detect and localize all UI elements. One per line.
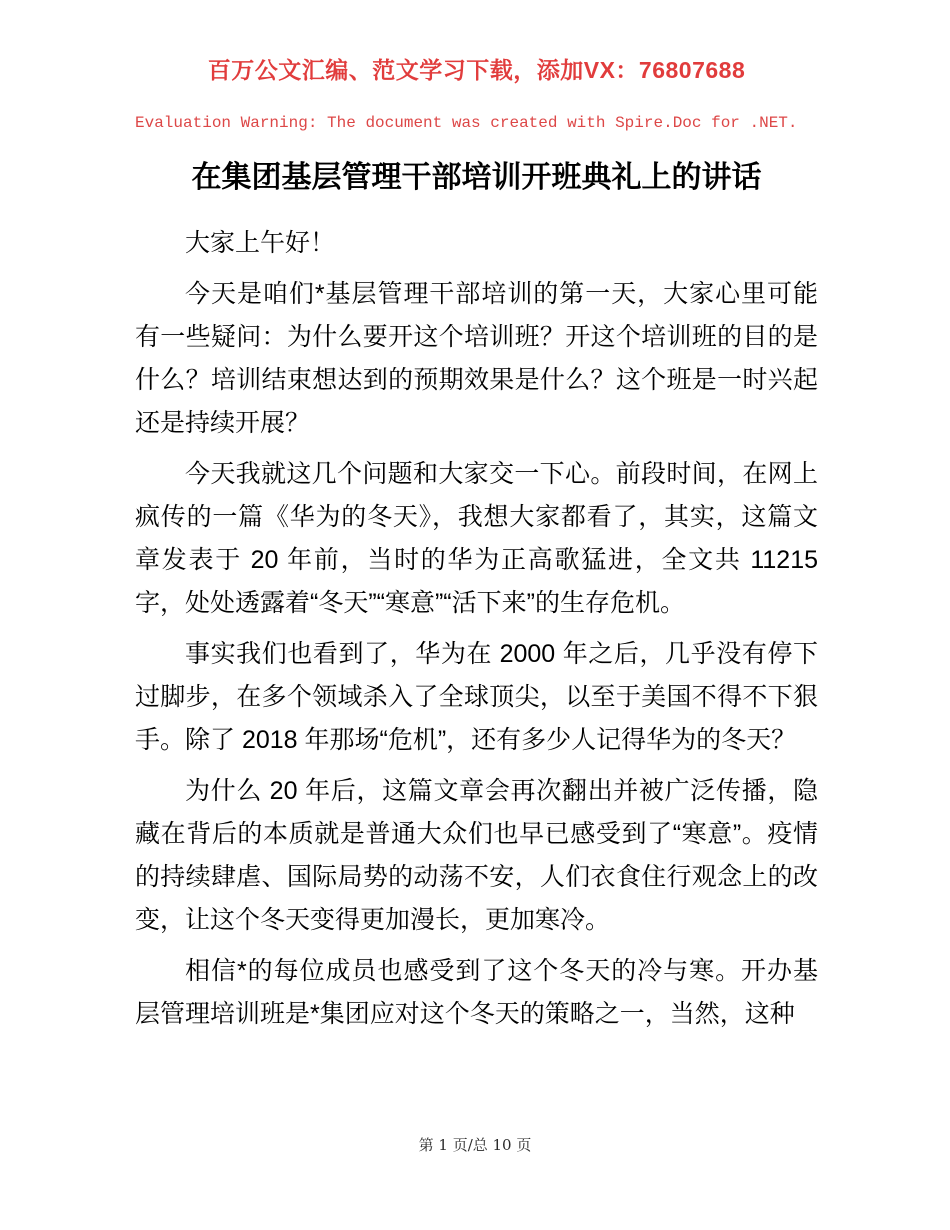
paragraph: 今天我就这几个问题和大家交一下心。前段时间，在网上疯传的一篇《华为的冬天》，我想大家都看了，其实，这篇文章发表于 20 年前，当时的华为正高歌猛进，全文共 11215 字，处处透露着“冬天”“寒意”“活下来”的生存危机。	[135, 460, 818, 617]
paragraph: 今天是咱们*基层管理干部培训的第一天，大家心里可能有一些疑问：为什么要开这个培训班？开这个培训班的目的是什么？培训结束想达到的预期效果是什么？这个班是一时兴起还是持续开展？	[135, 280, 818, 437]
paragraph: 相信*的每位成员也感受到了这个冬天的冷与寒。开办基层管理培训班是*集团应对这个冬天的策略之一，当然，这种	[135, 957, 818, 1028]
page-number-indicator: 第 1 页/总 10 页	[418, 1136, 532, 1154]
paragraph: 事实我们也看到了，华为在 2000 年之后，几乎没有停下过脚步，在多个领域杀入了全球顶尖，以至于美国不得不下狠手。除了 2018 年那场“危机”，还有多少人记得华为的冬天？	[135, 640, 818, 754]
document-title: 在集团基层管理干部培训开班典礼上的讲话	[191, 161, 762, 194]
document-body	[135, 222, 818, 1036]
paragraph: 为什么 20 年后，这篇文章会再次翻出并被广泛传播，隐藏在背后的本质就是普通大众们也早已感受到了“寒意”。疫情的持续肆虐、国际局势的动荡不安，人们衣食住行观念上的改变，让这个冬天变得更加漫长，更加寒冷。	[135, 777, 818, 934]
paragraph: 大家上午好！	[185, 229, 336, 257]
promo-header-text: 百万公文汇编、范文学习下载，添加VX：76807688	[207, 57, 746, 83]
evaluation-warning-text: Evaluation Warning: The document was created with Spire.Doc for .NET.	[135, 114, 798, 132]
